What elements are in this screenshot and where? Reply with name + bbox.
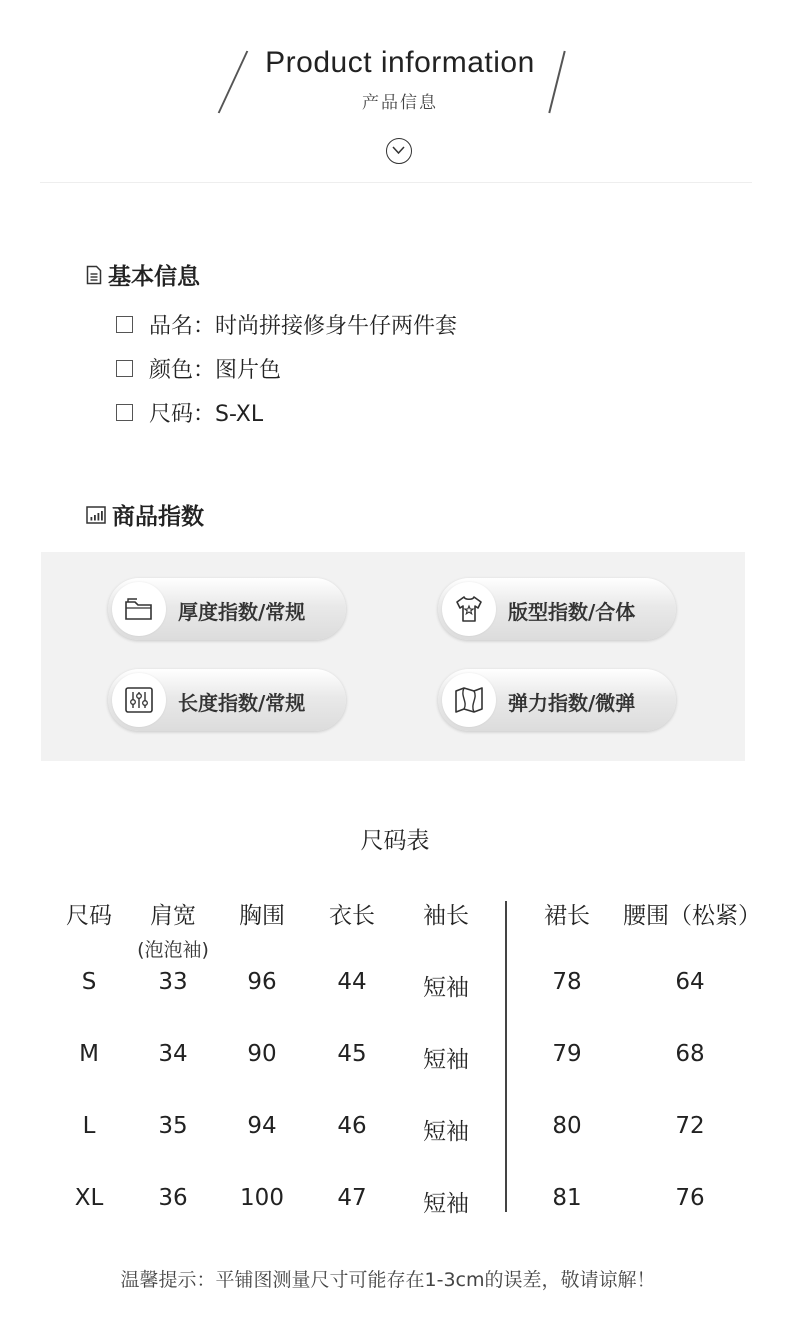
product-index-heading — [86, 498, 204, 531]
table-cell: 35 — [158, 1113, 188, 1139]
checkbox-icon — [116, 404, 133, 421]
document-icon — [86, 265, 102, 285]
info-item — [116, 397, 263, 428]
index-pill-label: 弹力指数/微弹 — [508, 691, 636, 715]
table-cell: 短袖 — [423, 1047, 469, 1073]
table-cell: 96 — [247, 969, 277, 995]
tshirt-icon — [442, 582, 496, 636]
sliders-icon — [112, 673, 166, 727]
index-panel — [41, 552, 745, 761]
index-pill-label: 长度指数/常规 — [178, 691, 306, 715]
table-header-cell: 尺码 — [66, 903, 112, 929]
map-fold-icon — [442, 673, 496, 727]
page-title: Product information — [265, 46, 535, 79]
size-table-title: 尺码表 — [360, 828, 430, 854]
table-cell: L — [82, 1113, 96, 1139]
table-header-note: (泡泡袖) — [137, 939, 209, 961]
table-header-cell: 腰围（松紧） — [623, 903, 761, 929]
bar-chart-icon — [86, 506, 106, 524]
info-item — [116, 309, 457, 340]
table-cell: 45 — [337, 1041, 367, 1067]
table-header-cell: 肩宽 — [150, 903, 196, 929]
table-cell: 短袖 — [423, 1119, 469, 1145]
table-cell: 短袖 — [423, 1191, 469, 1217]
folder-icon — [112, 582, 166, 636]
table-cell: 79 — [552, 1041, 582, 1067]
info-item-text: 颜色：图片色 — [149, 358, 282, 383]
table-cell: 33 — [158, 969, 188, 995]
index-pill-label: 厚度指数/常规 — [178, 600, 306, 624]
table-cell: 81 — [552, 1185, 582, 1211]
chevron-down-icon — [386, 138, 412, 164]
product-index-heading-text: 商品指数 — [112, 504, 204, 530]
page-subtitle: 产品信息 — [362, 93, 438, 113]
table-cell: 44 — [337, 969, 367, 995]
index-pill-fit — [438, 578, 676, 640]
table-cell: 78 — [552, 969, 582, 995]
info-item-text: 尺码：S-XL — [149, 402, 264, 427]
table-cell: 76 — [675, 1185, 705, 1211]
table-cell: 100 — [240, 1185, 284, 1211]
info-item — [116, 353, 281, 384]
basic-info-heading-text: 基本信息 — [108, 264, 200, 290]
index-pill-thickness — [108, 578, 346, 640]
basic-info-heading — [86, 258, 200, 291]
table-header-cell: 裙长 — [544, 903, 590, 929]
table-cell: 68 — [675, 1041, 705, 1067]
table-cell: 46 — [337, 1113, 367, 1139]
table-header-cell: 衣长 — [329, 903, 375, 929]
table-cell: 90 — [247, 1041, 277, 1067]
table-cell: 34 — [158, 1041, 188, 1067]
table-cell: 72 — [675, 1113, 705, 1139]
checkbox-icon — [116, 316, 133, 333]
header-divider — [40, 182, 752, 183]
table-cell: XL — [74, 1185, 104, 1211]
table-cell: 80 — [552, 1113, 582, 1139]
table-header-cell: 胸围 — [239, 903, 285, 929]
index-pill-elasticity — [438, 669, 676, 731]
table-header-cell: 袖长 — [423, 903, 469, 929]
checkbox-icon — [116, 360, 133, 377]
table-cell: 短袖 — [423, 975, 469, 1001]
index-pill-label: 版型指数/合体 — [508, 600, 636, 624]
info-item-text: 品名：时尚拼接修身牛仔两件套 — [149, 314, 458, 339]
table-cell: S — [81, 969, 97, 995]
table-cell: 36 — [158, 1185, 188, 1211]
measurement-tip: 温馨提示：平铺图测量尺寸可能存在1-3cm的误差，敬请谅解！ — [120, 1269, 656, 1291]
table-cell: 94 — [247, 1113, 277, 1139]
index-pill-length — [108, 669, 346, 731]
table-cell: 47 — [337, 1185, 367, 1211]
table-cell: M — [79, 1041, 99, 1067]
table-cell: 64 — [675, 969, 705, 995]
